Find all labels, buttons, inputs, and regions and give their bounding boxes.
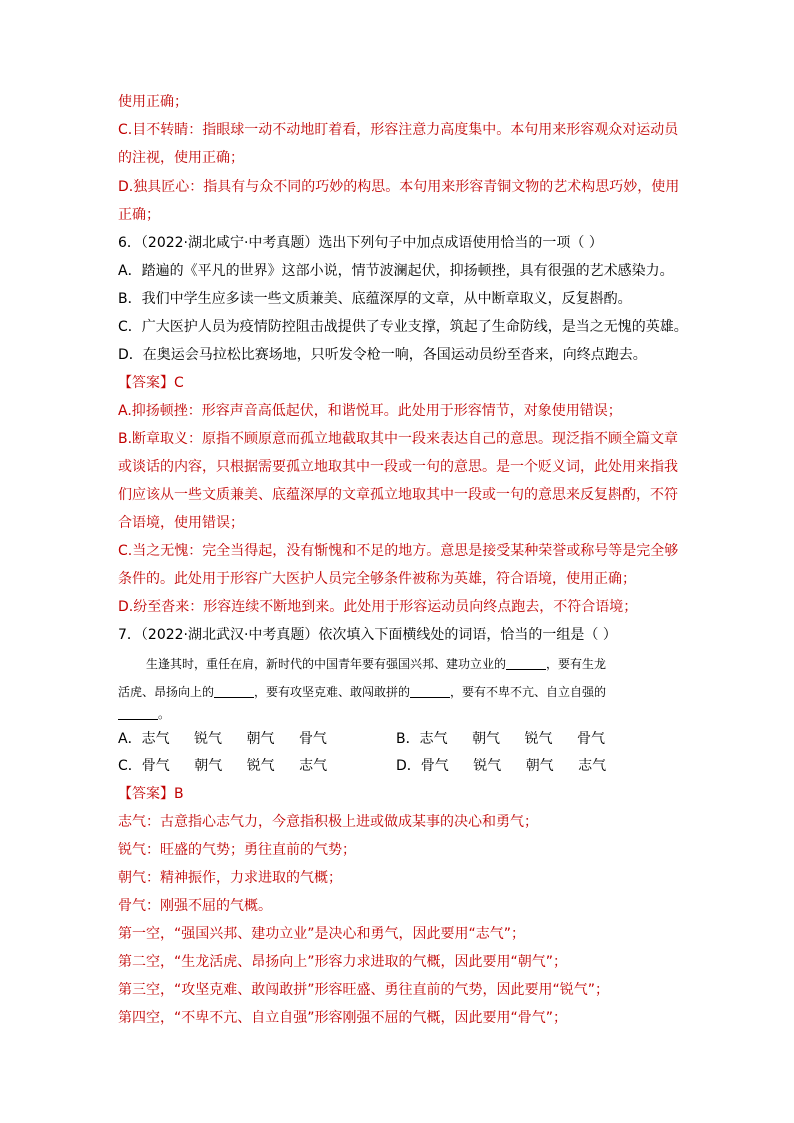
option-b: B．志气 朝气 锐气 骨气 bbox=[396, 731, 605, 747]
text-line: D.纷至沓来：形容连续不断地到来。此处用于形容运动员向终点跑去，不符合语境； bbox=[118, 599, 638, 615]
passage-line-2: 活虎、昂扬向上的 ，要有攻坚克难、敢闯敢拼的 ，要有不卑不亢、自立自强的 bbox=[118, 685, 607, 699]
answer-label: 【答案】C bbox=[118, 375, 184, 391]
text-line: 条件的。此处用于形容广大医护人员完全够条件被称为英雄，符合语境，使用正确； bbox=[118, 571, 636, 587]
question-7-stem: 7．（2022·湖北武汉·中考真题）依次填入下面横线处的词语，恰当的一组是（ ） bbox=[118, 627, 617, 643]
question-6-option-c: C．广大医护人员为疫情防控阻击战提供了专业支撑，筑起了生命防线，是当之无愧的英雄。 bbox=[118, 319, 688, 335]
text-line: 锐气：旺盛的气势；勇往直前的气势； bbox=[118, 842, 356, 858]
answer-label: 【答案】B bbox=[118, 786, 184, 802]
text-line: D.独具匠心：指具有与众不同的巧妙的构思。本句用来形容青铜文物的艺术构思巧妙，使用 bbox=[118, 179, 680, 195]
question-6-stem: 6．（2022·湖北咸宁·中考真题）选出下列句子中加点成语使用恰当的一项（ ） bbox=[118, 235, 603, 251]
text-line: 使用正确； bbox=[118, 94, 188, 110]
blank-1 bbox=[506, 655, 546, 670]
passage-line-3: 。 bbox=[118, 704, 678, 724]
option-d: D．骨气 锐气 朝气 志气 bbox=[396, 758, 607, 774]
text-line: 第三空，“攻坚克难、敢闯敢拼”形容旺盛、勇往直前的气势，因此要用“锐气”； bbox=[118, 982, 610, 998]
option-c: C．骨气 朝气 锐气 志气 bbox=[118, 758, 328, 774]
text-line: 志气：古意指心志气力，今意指积极上进或做成某事的决心和勇气； bbox=[118, 814, 538, 830]
text-line: 朝气：精神振作，力求进取的气概； bbox=[118, 870, 342, 886]
text-line: 第四空，“不卑不亢、自立自强”形容刚强不屈的气概，因此要用“骨气”； bbox=[118, 1010, 568, 1026]
text-line: 的注视，使用正确； bbox=[118, 150, 244, 166]
blank-3 bbox=[410, 683, 450, 698]
text-line: 们应该从一些文质兼美、底蕴深厚的文章孤立地取其中一段或一句的意思来反复斟酌，不符 bbox=[118, 487, 678, 503]
text-line: 或谈话的内容，只根据需要孤立地取其中一段或一句的意思。是一个贬义词，此处用来指我 bbox=[118, 459, 678, 475]
text-line: 第一空，“强国兴邦、建功立业”是决心和勇气，因此要用“志气”； bbox=[118, 926, 526, 942]
text-line: 正确； bbox=[118, 207, 160, 223]
text-line: 第二空，“生龙活虎、昂扬向上”形容力求进取的气概，因此要用“朝气”； bbox=[118, 954, 568, 970]
text-line: C.目不转睛：指眼球一动不动地盯着看，形容注意力高度集中。本句用来形容观众对运动员 bbox=[118, 122, 679, 138]
question-6-option-d: D．在奥运会马拉松比赛场地，只听发令枪一响，各国运动员纷至沓来，向终点跑去。 bbox=[118, 347, 647, 363]
question-6-option-b: B．我们中学生应多读一些文质兼美、底蕴深厚的文章，从中断章取义，反复斟酌。 bbox=[118, 291, 632, 307]
option-a: A．志气 锐气 朝气 骨气 bbox=[118, 731, 327, 747]
text-line: A.抑扬顿挫：形容声音高低起伏，和谐悦耳。此处用于形容情节，对象使用错误； bbox=[118, 403, 622, 419]
passage-line-1: 生逢其时，重任在肩，新时代的中国青年要有强国兴邦、建功立业的 ，要有生龙 bbox=[146, 657, 607, 671]
blank-4 bbox=[118, 705, 158, 720]
text-line: 骨气：刚强不屈的气概。 bbox=[118, 898, 272, 914]
text-line: B.断章取义：原指不顾原意而孤立地截取其中一段来表达自己的意思。现泛指不顾全篇文章 bbox=[118, 431, 679, 447]
blank-2 bbox=[214, 683, 254, 698]
text-line: C.当之无愧：完全当得起，没有惭愧和不足的地方。意思是接受某种荣誉或称号等是完全够 bbox=[118, 543, 679, 559]
question-6-option-a: A．踏遍的《平凡的世界》这部小说，情节波澜起伏，抑扬顿挫，具有很强的艺术感染力。 bbox=[118, 263, 674, 279]
text-line: 合语境，使用错误； bbox=[118, 515, 244, 531]
